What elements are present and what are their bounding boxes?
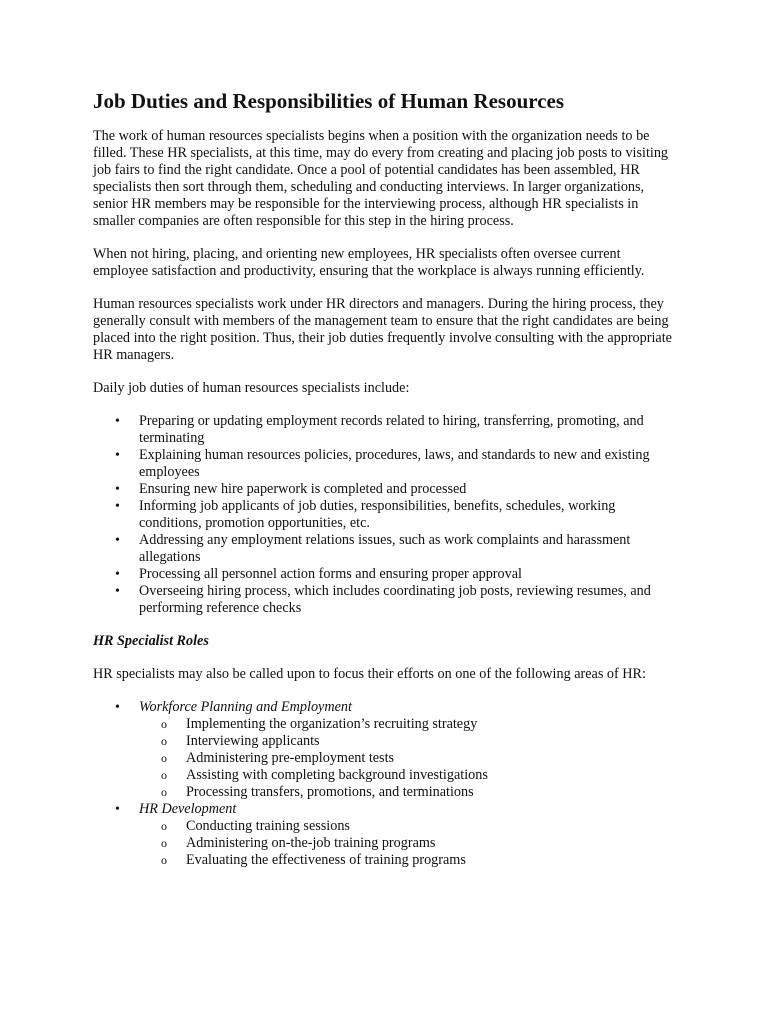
sub-item-text: Administering pre-employment tests bbox=[186, 750, 395, 766]
list-item bbox=[93, 498, 678, 532]
bullet-icon: • bbox=[115, 584, 120, 599]
duty-text: Informing job applicants of job duties, responsibilities, benefits, schedules, working conditions, promotion opportunities, etc. bbox=[139, 498, 616, 531]
sub-list-item bbox=[139, 767, 678, 784]
sub-list-item bbox=[139, 818, 678, 835]
duty-text: Processing all personnel action forms and ensuring proper approval bbox=[139, 566, 522, 582]
sub-item-text: Evaluating the effectiveness of training programs bbox=[186, 852, 466, 868]
sub-item-text: Interviewing applicants bbox=[186, 733, 320, 749]
bullet-icon: • bbox=[115, 533, 120, 548]
circle-bullet-icon: o bbox=[161, 853, 167, 867]
sub-list-item bbox=[139, 750, 678, 767]
duty-text: Addressing any employment relations issues, such as work complaints and harassment allegations bbox=[139, 532, 631, 565]
sub-item-text: Processing transfers, promotions, and terminations bbox=[186, 784, 474, 800]
circle-bullet-icon: o bbox=[161, 785, 167, 799]
sub-item-text: Conducting training sessions bbox=[186, 818, 350, 834]
list-item bbox=[93, 532, 678, 566]
duty-text: Preparing or updating employment records related to hiring, transferring, promoting, and terminating bbox=[139, 413, 644, 446]
sub-list-item bbox=[139, 852, 678, 869]
area-title: Workforce Planning and Employment bbox=[139, 699, 352, 715]
bullet-icon: • bbox=[115, 700, 120, 715]
duty-text: Overseeing hiring process, which includes coordinating job posts, reviewing resumes, and performing reference checks bbox=[139, 583, 651, 616]
circle-bullet-icon: o bbox=[161, 734, 167, 748]
sub-list-item bbox=[139, 733, 678, 750]
list-item bbox=[93, 447, 678, 481]
bullet-icon: • bbox=[115, 567, 120, 582]
sub-list-item bbox=[139, 784, 678, 801]
areas-list bbox=[93, 699, 678, 869]
duties-list bbox=[93, 413, 678, 617]
duty-text: Explaining human resources policies, procedures, laws, and standards to new and existing employees bbox=[139, 447, 650, 480]
circle-bullet-icon: o bbox=[161, 836, 167, 850]
bullet-icon: • bbox=[115, 802, 120, 817]
sub-item-text: Administering on-the-job training programs bbox=[186, 835, 436, 851]
circle-bullet-icon: o bbox=[161, 751, 167, 765]
list-item bbox=[93, 566, 678, 583]
bullet-icon: • bbox=[115, 448, 120, 463]
circle-bullet-icon: o bbox=[161, 819, 167, 833]
sub-list-item bbox=[139, 835, 678, 852]
list-item-area bbox=[93, 801, 678, 869]
sub-list bbox=[139, 716, 678, 801]
sub-list-item bbox=[139, 716, 678, 733]
sub-item-text: Assisting with completing background investigations bbox=[186, 767, 488, 783]
paragraph-roles-intro: HR specialists may also be called upon to focus their efforts on one of the following areas of HR: bbox=[93, 666, 646, 682]
sub-list bbox=[139, 818, 678, 869]
paragraph-reporting: Human resources specialists work under HR directors and managers. During the hiring process, they generally consult with members of the management team to ensure that the right candidates are being placed into the right position. Thus, their job duties frequently involve consulting with the appropriate HR managers. bbox=[93, 296, 672, 363]
bullet-icon: • bbox=[115, 414, 120, 429]
circle-bullet-icon: o bbox=[161, 717, 167, 731]
section-heading-roles: HR Specialist Roles bbox=[93, 633, 209, 649]
list-item bbox=[93, 413, 678, 447]
area-title: HR Development bbox=[139, 801, 237, 817]
list-item bbox=[93, 583, 678, 617]
paragraph-oversight: When not hiring, placing, and orienting new employees, HR specialists often oversee current employee satisfaction and productivity, ensuring that the workplace is always running efficiently. bbox=[93, 246, 645, 279]
bullet-icon: • bbox=[115, 482, 120, 497]
list-item bbox=[93, 481, 678, 498]
duty-text: Ensuring new hire paperwork is completed and processed bbox=[139, 481, 467, 497]
list-item-area bbox=[93, 699, 678, 801]
paragraph-intro: The work of human resources specialists begins when a position with the organization needs to be filled. These HR specialists, at this time, may do every from creating and placing job posts to visiting job fairs to find the right candidate. Once a pool of potential candidates has been assembled, HR specialists then sort through them, scheduling and conducting interviews. In larger organizations, senior HR members may be responsible for the interviewing process, although HR specialists in smaller companies are often responsible for this step in the hiring process. bbox=[93, 128, 669, 229]
document-title: Job Duties and Responsibilities of Human Resources bbox=[93, 89, 565, 113]
circle-bullet-icon: o bbox=[161, 768, 167, 782]
document-page bbox=[93, 88, 678, 885]
sub-item-text: Implementing the organization’s recruiting strategy bbox=[186, 716, 478, 732]
paragraph-daily-duties-intro: Daily job duties of human resources specialists include: bbox=[93, 380, 410, 396]
bullet-icon: • bbox=[115, 499, 120, 514]
